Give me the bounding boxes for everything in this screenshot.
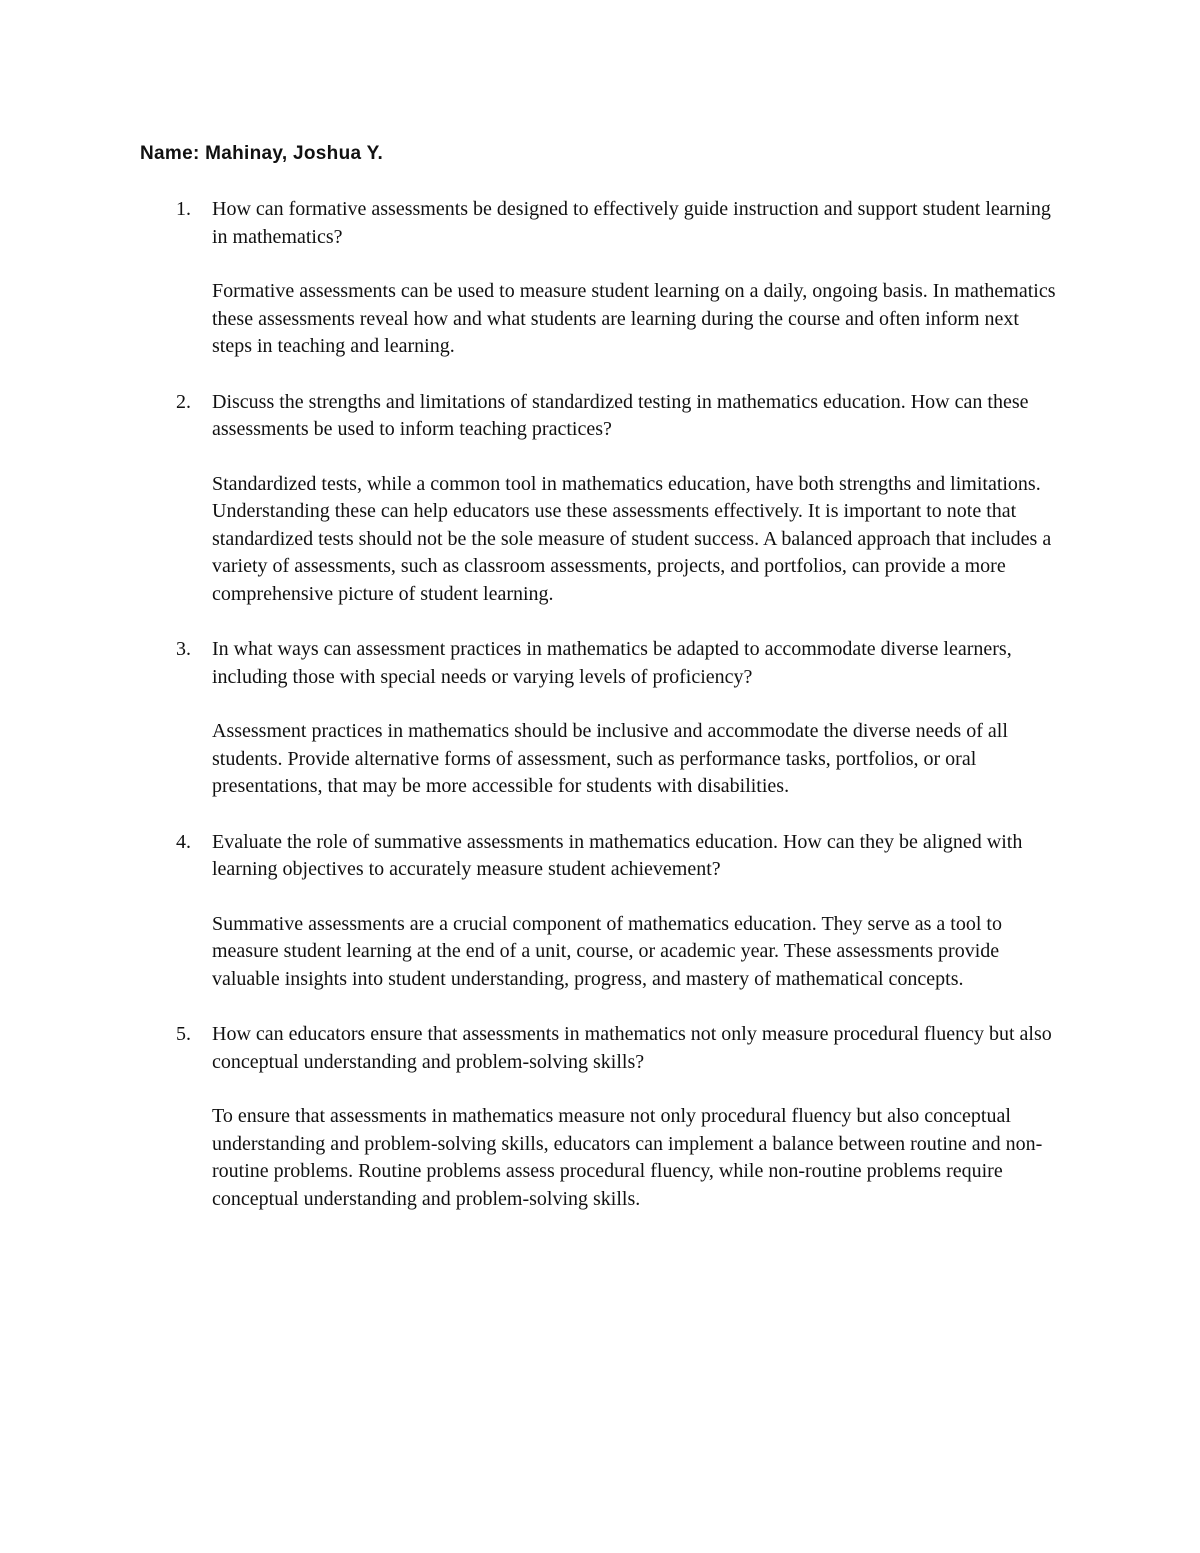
question-item (140, 196, 1060, 361)
question-text: How can educators ensure that assessments in mathematics not only measure procedural fluency but also conceptual understanding and problem-solving skills? (212, 1023, 1052, 1073)
question-number: 2. (176, 390, 191, 413)
student-name: Name: Mahinay, Joshua Y. (140, 143, 384, 164)
question-number: 1. (176, 198, 191, 220)
answer-text: Assessment practices in mathematics should be inclusive and accommodate the diverse needs of all students. Provide alternative forms of assessment, such as performance tasks, portfolios, or oral presentations, that may be more accessible for students with disabilities. (212, 720, 1008, 797)
question-item (140, 1021, 1060, 1213)
answer-text: To ensure that assessments in mathematics measure not only procedural fluency but also conceptual understanding and problem-solving skills, educators can implement a balance between routine and non-routine problems. Routine problems assess procedural fluency, while non-routine problems require conceptual understanding and problem-solving skills. (212, 1105, 1043, 1210)
question-item (140, 636, 1060, 801)
answer-text: Formative assessments can be used to measure student learning on a daily, ongoing basis. In mathematics these assessments reveal how and what students are learning during the course and often inform next steps in teaching and learning. (212, 280, 1056, 357)
question-text: In what ways can assessment practices in mathematics be adapted to accommodate diverse learners, including those with special needs or varying levels of proficiency? (212, 638, 1012, 688)
question-text: Evaluate the role of summative assessments in mathematics education. How can they be aligned with learning objectives to accurately measure student achievement? (212, 830, 1023, 880)
question-number: 3. (176, 638, 191, 660)
question-item (140, 829, 1060, 994)
answer-text: Standardized tests, while a common tool in mathematics education, have both strengths and limitations. Understanding these can help educators use these assessments effectively. It is important to note that standardized tests should not be the sole measure of student success. A balanced approach that includes a variety of assessments, such as classroom assessments, projects, and portfolios, can provide a more comprehensive picture of student learning. (212, 472, 1052, 605)
answer-text: Summative assessments are a crucial component of mathematics education. They serve as a tool to measure student learning at the end of a unit, course, or academic year. These assessments provide valuable insights into student understanding, progress, and mastery of mathematical concepts. (212, 912, 1002, 990)
question-list (140, 196, 1060, 1241)
question-item (140, 389, 1060, 609)
question-text: How can formative assessments be designed to effectively guide instruction and support student learning in mathematics? (212, 198, 1051, 248)
question-text: Discuss the strengths and limitations of standardized testing in mathematics education. How can these assessments be used to inform teaching practices? (212, 390, 1029, 440)
question-number: 5. (176, 1023, 191, 1045)
question-number: 4. (176, 830, 191, 853)
